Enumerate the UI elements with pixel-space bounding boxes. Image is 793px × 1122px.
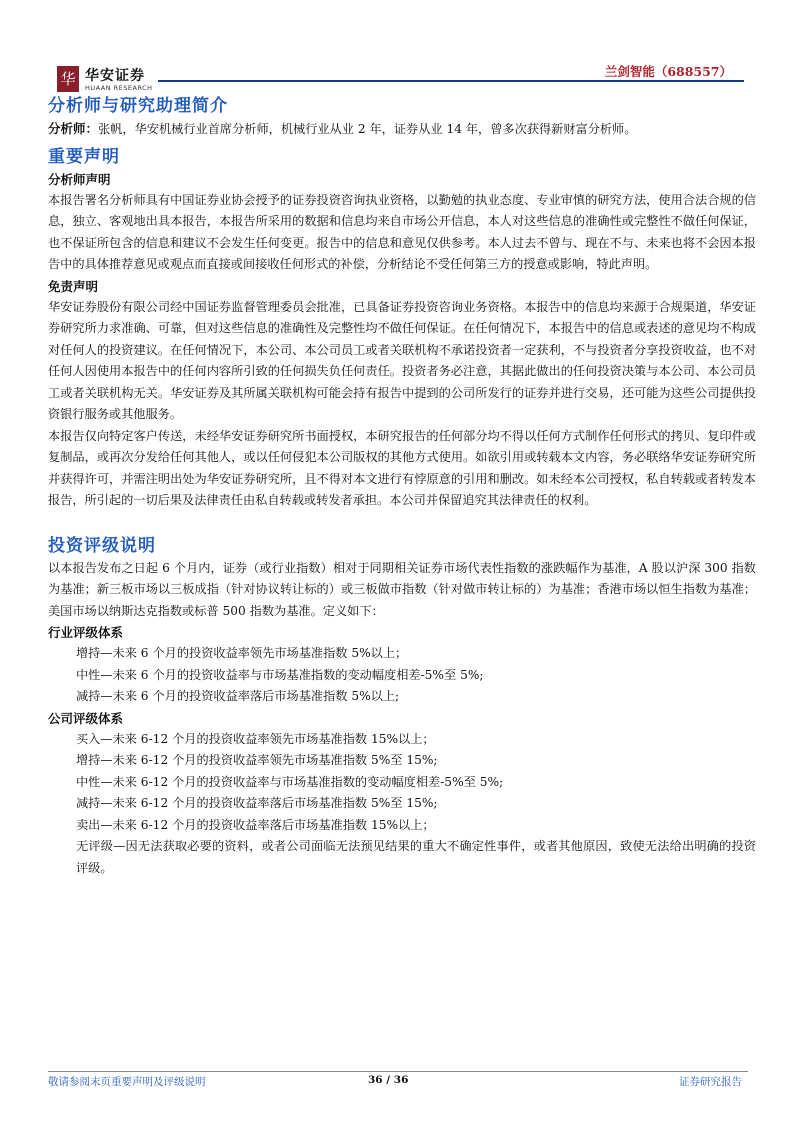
logo-chinese-name: 华安证券 (85, 68, 145, 84)
exemption-title: 免责声明 (48, 278, 99, 294)
industry-rating-item: 增持—未来 6 个月的投资收益率领先市场基准指数 5%以上； (76, 646, 408, 660)
page-number: 36 / 36 (368, 1074, 409, 1086)
company-rating-item: 无评级—因无法获取必要的资料，或者公司面临无法预见结果的重大不确定性事件，或者其他原因，致使无法给出明确的投资评级。 (76, 839, 756, 875)
logo-mark: 华 (57, 66, 79, 92)
rating-intro: 以本报告发布之日起 6 个月内，证券（或行业指数）相对于同期相关证券市场代表性指数的涨跌幅作为基准，A 股以沪深 300 指数为基准；新三板市场以三板成指（针对协议转让标的）或三板做市指数（针对做市转让标的）为基准；香港市场以恒生指数为基准；美国市场以纳斯达克指数或标普 500 指数为基准。定义如下： (48, 560, 756, 618)
analyst-intro (48, 118, 756, 141)
exemption-paragraph-2: 本报告仅向特定客户传送，未经华安证券研究所书面授权，本研究报告的任何部分均不得以任何方式制作任何形式的拷贝、复印件或复制品，或再次分发给任何其他人，或以任何侵犯本公司版权的其他方式使用。如欲引用或转载本文内容，务必联络华安证券研究所并获得许可，并需注明出处为华安证券研究所，且不得对本文进行有悖原意的引用和删改。如未经本公司授权，私自转载或者转发本报告，所引起的一切后果及法律责任由私自转载或转发者承担。本公司并保留追究其法律责任的权利。 (48, 428, 756, 507)
disclaimer-section-title: 重要声明 (48, 146, 120, 167)
company-rating-item: 增持—未来 6-12 个月的投资收益率领先市场基准指数 5%至 15%; (76, 753, 438, 767)
analyst-section-title: 分析师与研究助理简介 (48, 96, 228, 116)
rating-section-title: 投资评级说明 (48, 535, 156, 556)
report-header-title: 兰剑智能（688557） (604, 64, 732, 79)
huaan-logo (57, 64, 167, 96)
page-content (48, 94, 756, 879)
company-rating-title: 公司评级体系 (48, 710, 124, 726)
company-rating-item: 买入—未来 6-12 个月的投资收益率领先市场基准指数 15%以上； (76, 731, 435, 746)
company-rating-list (48, 729, 756, 880)
footer-divider (48, 1071, 748, 1072)
analyst-statement-text: 本报告署名分析师具有中国证券业协会授予的证券投资咨询执业资格，以勤勉的执业态度、专业审慎的研究方法，使用合法合规的信息，独立、客观地出具本报告，本报告所采用的数据和信息均来自市场公开信息，本人对这些信息的准确性或完整性不做任何保证，也不保证所包含的信息和建议不会发生任何变更。报告中的信息和意见仅供参考。本人过去不曾与、现在不与、未来也将不会因本报告中的具体推荐意见或观点而直接或间接收任何形式的补偿，分析结论不受任何第三方的授意或影响，特此声明。 (48, 192, 756, 271)
analyst-label: 分析师： (48, 121, 99, 136)
industry-rating-title: 行业评级体系 (48, 625, 124, 640)
industry-rating-list (48, 643, 756, 708)
company-rating-item: 卖出—未来 6-12 个月的投资收益率落后市场基准指数 15%以上； (76, 817, 435, 832)
industry-rating-item: 减持—未来 6 个月的投资收益率落后市场基准指数 5%以上; (76, 689, 400, 703)
industry-rating-item: 中性—未来 6 个月的投资收益率与市场基准指数的变动幅度相差-5%至 5%; (76, 667, 484, 682)
footer-disclaimer-note: 敬请参阅末页重要声明及评级说明 (48, 1076, 206, 1088)
company-rating-item: 减持—未来 6-12 个月的投资收益率落后市场基准指数 5%至 15%; (76, 796, 438, 810)
logo-english-name: HUAAN RESEARCH (85, 84, 153, 92)
footer-report-type: 证券研究报告 (679, 1076, 742, 1088)
company-rating-item: 中性—未来 6-12 个月的投资收益率与市场基准指数的变动幅度相差-5%至 5%; (76, 774, 504, 789)
header-divider (158, 80, 744, 82)
analyst-statement-title: 分析师声明 (48, 171, 111, 187)
analyst-text: 张帆，华安机械行业首席分析师，机械行业从业 2 年，证券从业 14 年，曾多次获得新财富分析师。 (98, 122, 637, 136)
exemption-paragraph-1: 华安证券股份有限公司经中国证券监督管理委员会批准，已具备证券投资咨询业务资格。本报告中的信息均来源于合规渠道，华安证券研究所力求准确、可靠，但对这些信息的准确性及完整性均不做任何保证。在任何情况下，本报告中的信息或表述的意见均不构成对任何人的投资建议。在任何情况下，本公司、本公司员工或者关联机构不承诺投资者一定获利，不与投资者分享投资收益，也不对任何人因使用本报告中的任何内容所引致的任何损失负任何责任。投资者务必注意，其据此做出的任何投资决策与本公司、本公司员工或者关联机构无关。华安证券及其所属关联机构可能会持有报告中提到的公司所发行的证券并进行交易，还可能为这些公司提供投资银行服务或其他服务。 (48, 299, 756, 421)
